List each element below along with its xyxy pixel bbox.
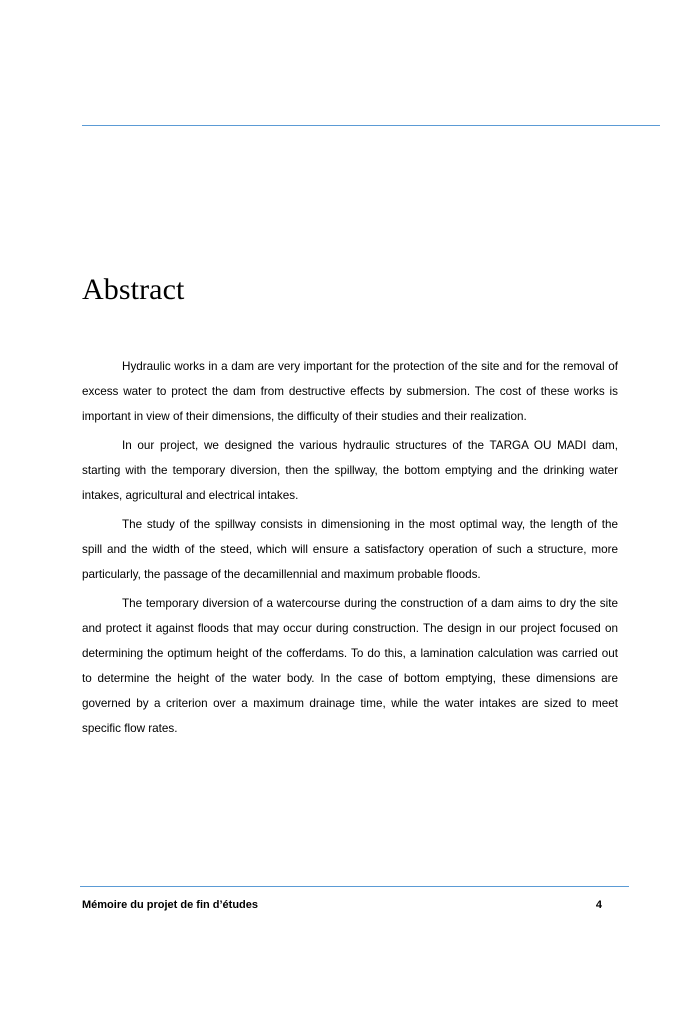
footer-title: Mémoire du projet de fin d’études [82,899,259,911]
page-number: 4 [595,899,602,911]
abstract-body [82,354,618,745]
paragraph: The study of the spillway consists in dimensioning in the most optimal way, the length of the spill and the width of the steed, which will ensure a satisfactory operation of such a structure, more particularly, the passage of the decamillennial and maximum probable floods. [82,518,618,581]
page-title: Abstract [82,273,185,306]
paragraph: The temporary diversion of a watercourse during the construction of a dam aims to dry the site and protect it against floods that may occur during construction. The design in our project focused on determining the optimum height of the cofferdams. To do this, a lamination calculation was carried out to determine the height of the water body. In the case of bottom emptying, these dimensions are governed by a criterion over a maximum drainage time, while the water intakes are sized to meet specific flow rates. [82,597,618,735]
paragraph: Hydraulic works in a dam are very important for the protection of the site and for the removal of excess water to protect the dam from destructive effects by submersion. The cost of these works is important in view of their dimensions, the difficulty of their studies and their realization. [82,360,618,423]
header-rule [82,125,660,126]
paragraph: In our project, we designed the various hydraulic structures of the TARGA OU MADI dam, starting with the temporary diversion, then the spillway, the bottom emptying and the drinking water intakes, agricultural and electrical intakes. [82,439,618,502]
footer-rule [80,886,629,887]
